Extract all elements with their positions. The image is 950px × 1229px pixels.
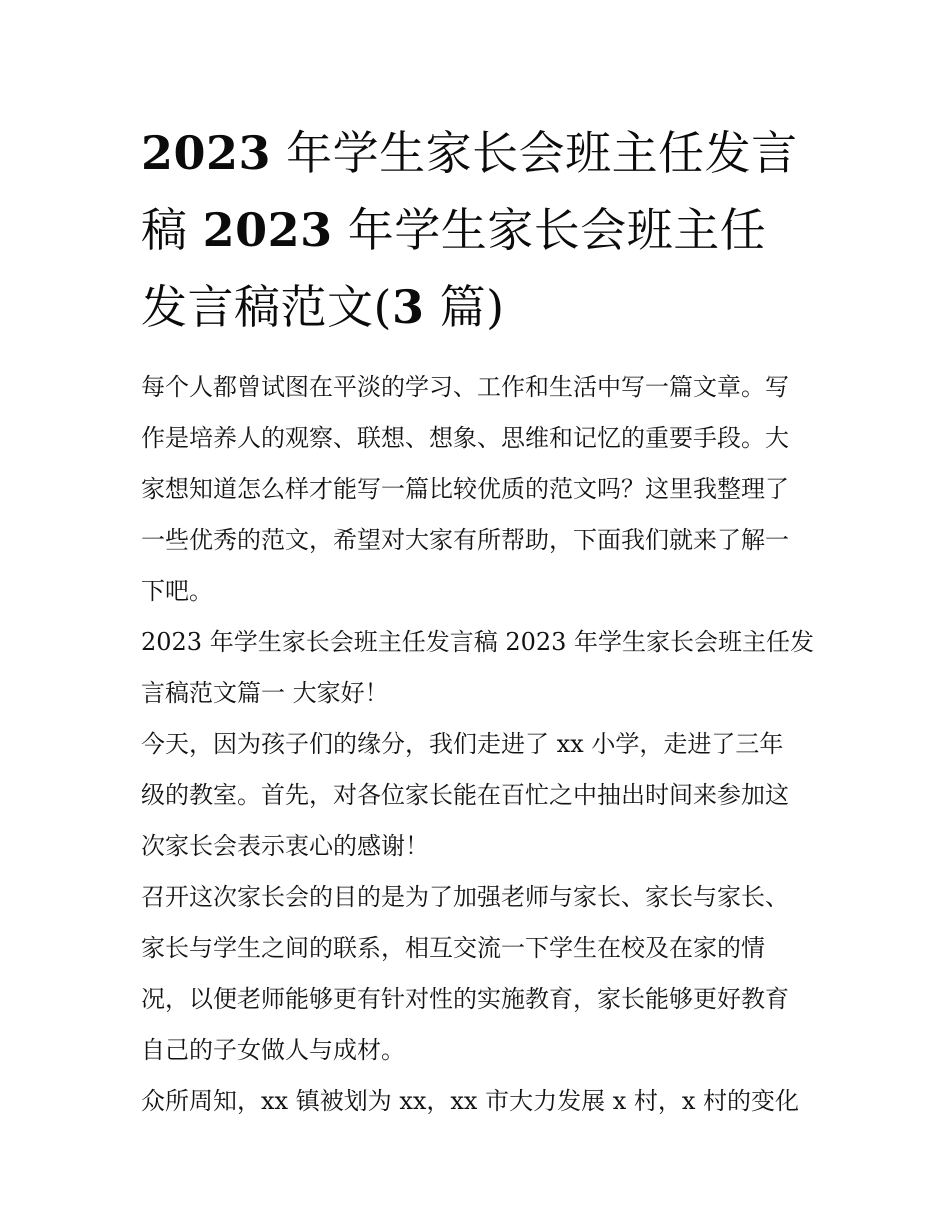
title-text: 稿 [141, 203, 188, 257]
text-line: 作是培养人的观察、联想、想象、思维和记忆的重要手段。大 [141, 424, 789, 452]
text-line: 自己的子女做人与成材。 [141, 1036, 405, 1064]
title-text: 年学生家长会班主任发言 [286, 126, 798, 180]
text-line: 言稿范文篇一 大家好！ [141, 679, 389, 707]
title-line [141, 269, 813, 346]
text-line: 召开这次家长会的目的是为了加强老师与家长、家长与家长、 [141, 883, 789, 911]
document-content [141, 115, 813, 1127]
title-text: 年学生家长会班主任 [347, 203, 767, 257]
document-title [141, 115, 813, 346]
text-line: 每个人都曾试图在平淡的学习、工作和生活中写一篇文章。写 [141, 373, 789, 401]
title-number: 3 [391, 280, 425, 334]
paragraph-section-heading [141, 617, 813, 719]
text-line: 次家长会表示衷心的感谢！ [141, 832, 429, 860]
title-text: 篇) [439, 280, 505, 334]
title-line [141, 115, 813, 192]
title-year: 2023 [202, 203, 333, 257]
document-body [141, 362, 813, 1127]
text-line: 众所周知，xx 镇被划为 xx，xx 市大力发展 x 村，x 村的变化 [141, 1087, 800, 1115]
text-line: 一些优秀的范文，希望对大家有所帮助，下面我们就来了解一 [141, 526, 789, 554]
title-text: 发言稿范文( [141, 280, 392, 334]
title-year: 2023 [141, 126, 272, 180]
paragraph-intro [141, 362, 813, 617]
text-line: 家长与学生之间的联系，相互交流一下学生在校及在家的情 [141, 934, 765, 962]
text-line: 2023 年学生家长会班主任发言稿 2023 年学生家长会班主任发 [141, 628, 815, 656]
text-line: 今天，因为孩子们的缘分，我们走进了 xx 小学，走进了三年 [141, 730, 784, 758]
paragraph-welcome [141, 719, 813, 872]
text-line: 家想知道怎么样才能写一篇比较优质的范文吗？这里我整理了 [141, 475, 789, 503]
text-line: 级的教室。首先，对各位家长能在百忙之中抽出时间来参加这 [141, 781, 789, 809]
title-line [141, 192, 813, 269]
text-line: 况，以便老师能够更有针对性的实施教育，家长能够更好教育 [141, 985, 789, 1013]
paragraph-context [141, 1076, 813, 1127]
paragraph-purpose [141, 872, 813, 1076]
text-line: 下吧。 [141, 577, 213, 605]
